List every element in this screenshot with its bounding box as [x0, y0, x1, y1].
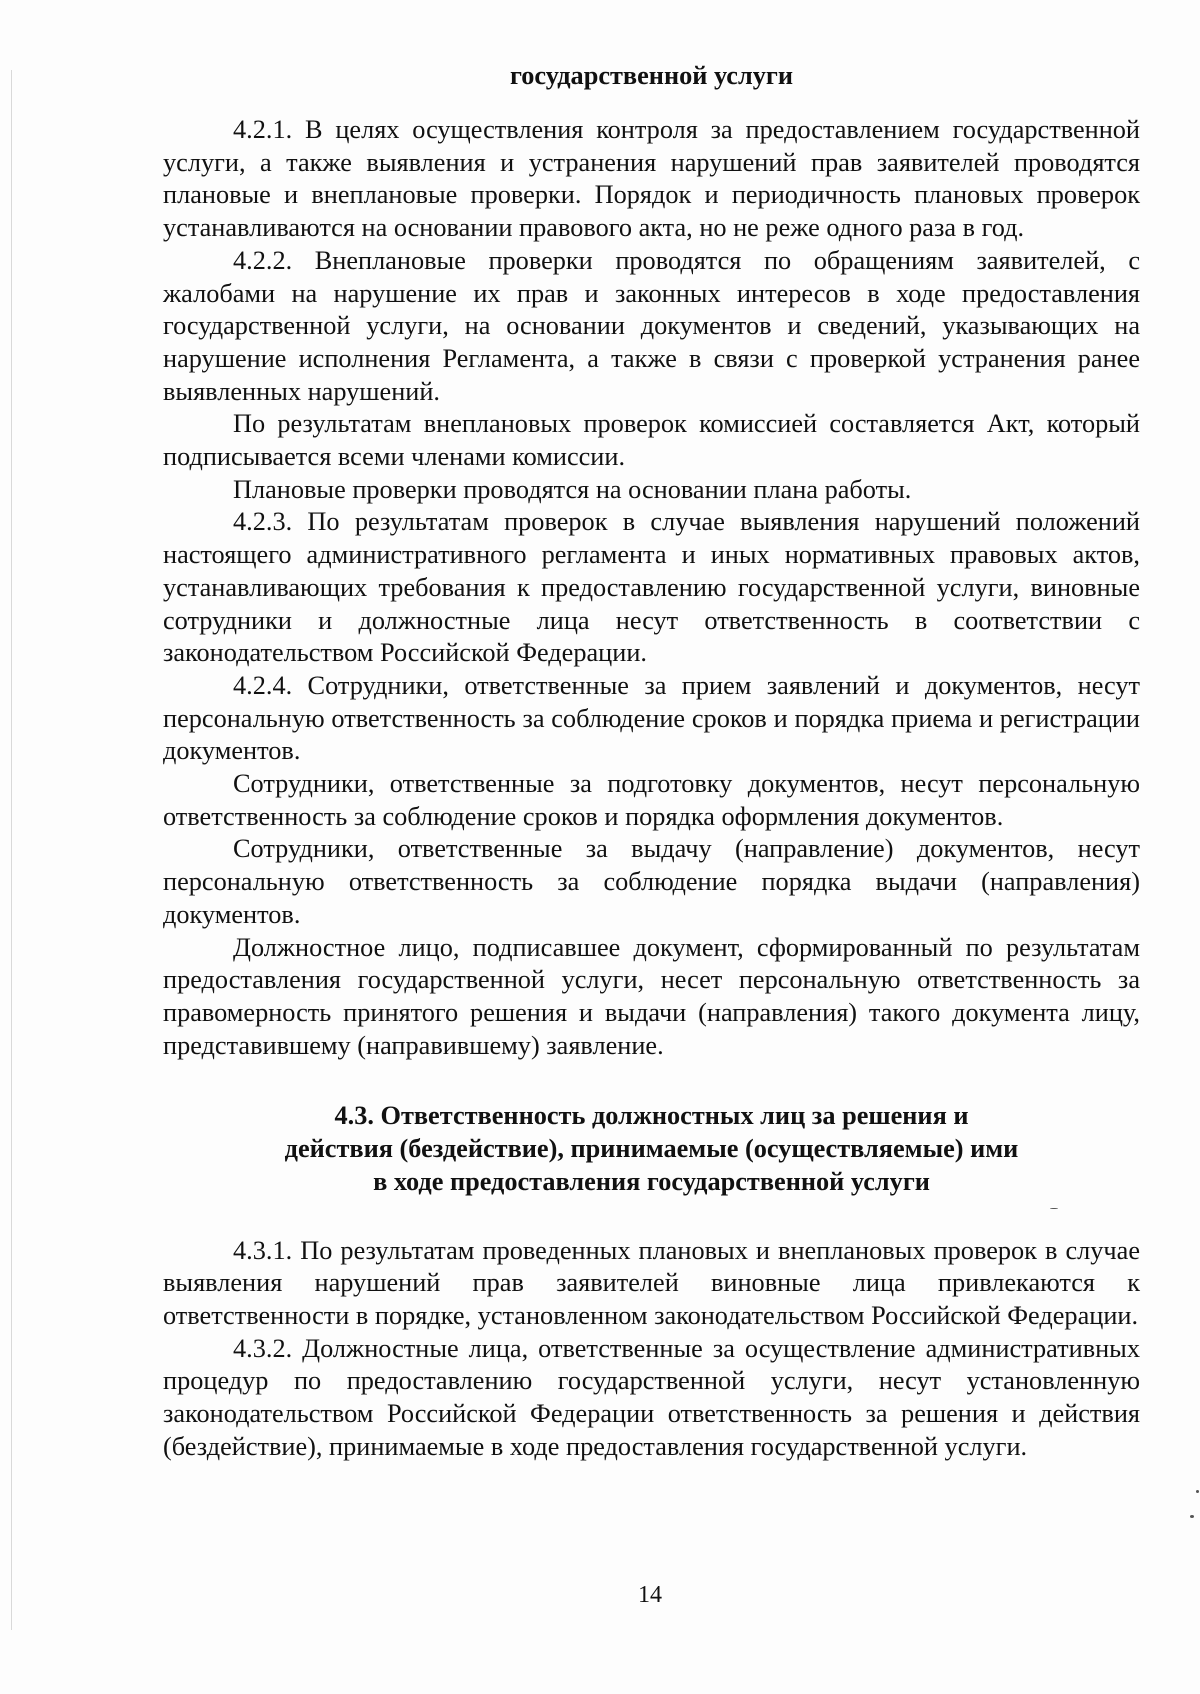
- scan-speck: [1050, 1208, 1058, 1209]
- section-heading-line: действия (бездействие), принимаемые (осуществляемые) ими: [284, 1134, 1019, 1164]
- paragraph-4-3-2: 4.3.2. Должностные лица, ответственные за осуществление административных процедур по предоставлению государственной услуги, несут установленную законодательством Российской Федерации ответственность за решения и действия (бездействие), принимаемые в ходе предоставления государственной услуги.: [163, 1333, 1140, 1461]
- paragraph-preparation: Сотрудники, ответственные за подготовку документов, несут персональную ответственность за соблюдение сроков и порядка оформления документов.: [163, 769, 1140, 831]
- paragraph-4-2-2: 4.2.2. Внеплановые проверки проводятся по обращениям заявителей, с жалобами на нарушение их прав и законных интересов в ходе предоставления государственной услуги, на основании документов и сведений, указывающих на нарушение исполнения Регламента, а также в связи с проверкой устранения ранее выявленных нарушений.: [163, 245, 1140, 406]
- paragraph-official: Должностное лицо, подписавшее документ, сформированный по результатам предоставления государственной услуги, несет персональную ответственность за правомерность принятого решения и выдачи (направления) такого документа лицу, представившему (направившему) заявление.: [163, 932, 1140, 1060]
- section-heading-line: 4.3. Ответственность должностных лиц за решения и: [334, 1101, 969, 1131]
- page-content: [163, 60, 1140, 1463]
- paragraph-act: По результатам внеплановых проверок комиссией составляется Акт, который подписывается всеми членами комиссии.: [163, 409, 1140, 472]
- page-number: 14: [638, 1582, 662, 1608]
- scan-speck: [1190, 1515, 1194, 1518]
- section-heading-4-3: [163, 1100, 1140, 1198]
- scan-speck: [1196, 1490, 1199, 1493]
- scan-margin-line: [11, 70, 12, 1630]
- paragraph-planned-checks: Плановые проверки проводятся на основании плана работы.: [233, 474, 912, 504]
- paragraph-4-3-1: 4.3.1. По результатам проведенных плановых и внеплановых проверок в случае выявления нарушений прав заявителей виновные лица привлекаются к ответственности в порядке, установленном законодательством Российской Федерации.: [163, 1235, 1140, 1330]
- paragraph-4-2-3: 4.2.3. По результатам проверок в случае выявления нарушений положений настоящего административного регламента и иных нормативных правовых актов, устанавливающих требования к предоставлению государственной услуги, виновные сотрудники и должностные лица несут ответственность в соответствии с законодательством Российской Федерации.: [163, 507, 1140, 668]
- paragraph-4-2-1: 4.2.1. В целях осуществления контроля за предоставлением государственной услуги, а также выявления и устранения нарушений прав заявителей проводятся плановые и внеплановые проверки. Порядок и периодичность плановых проверок устанавливаются на основании правового акта, но не реже одного раза в год.: [163, 115, 1140, 243]
- running-heading: государственной услуги: [510, 61, 793, 90]
- paragraph-4-2-4: 4.2.4. Сотрудники, ответственные за прием заявлений и документов, несут персональную ответственность за соблюдение сроков и порядка приема и регистрации документов.: [163, 670, 1140, 766]
- paragraph-issuance: Сотрудники, ответственные за выдачу (направление) документов, несут персональную ответственность за соблюдение порядка выдачи (направления) документов.: [163, 834, 1140, 929]
- section-heading-line: в ходе предоставления государственной услуги: [373, 1166, 930, 1196]
